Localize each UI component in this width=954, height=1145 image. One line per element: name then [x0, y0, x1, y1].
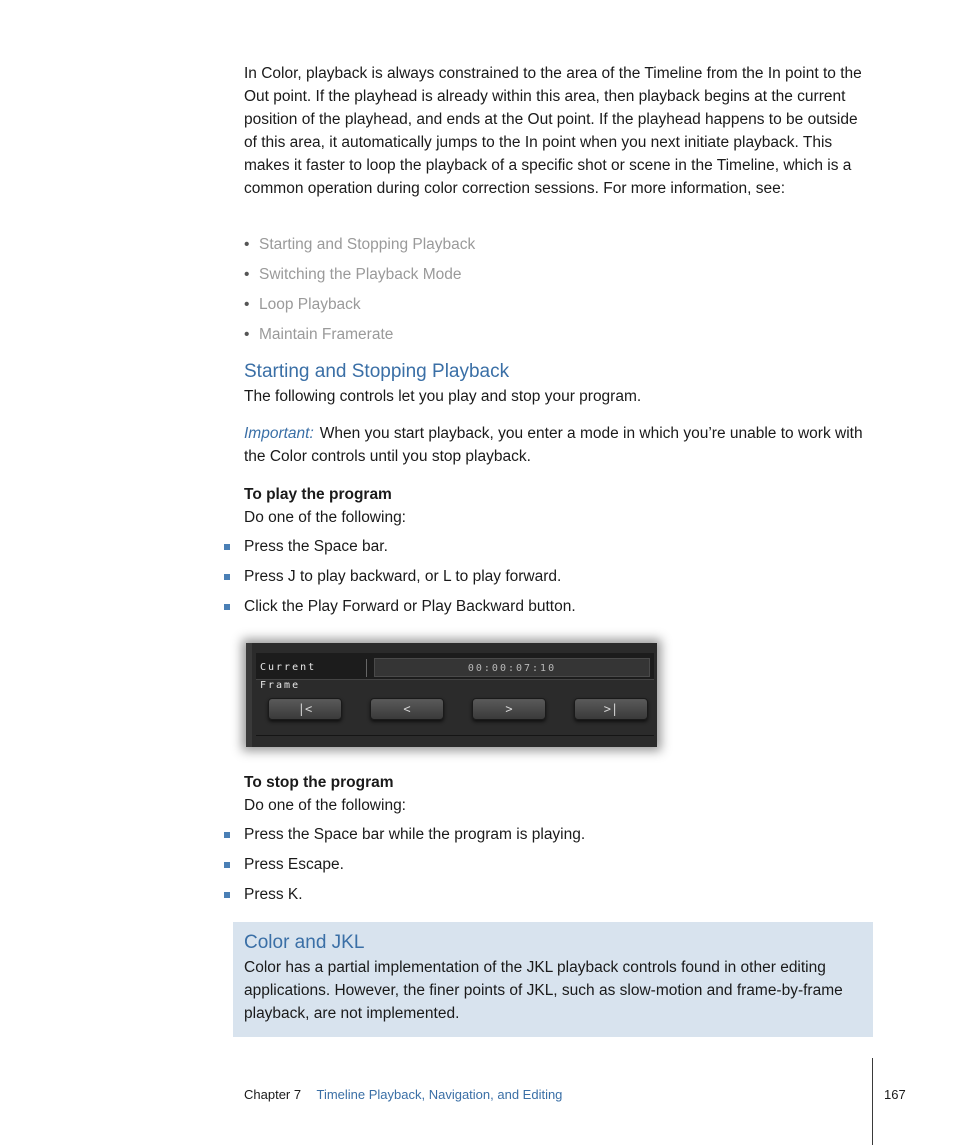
step-text: Click the Play Forward or Play Backward button.: [244, 598, 576, 615]
link-maintain-framerate[interactable]: [244, 320, 475, 350]
intro-paragraph: In Color, playback is always constrained to the area of the Timeline from the In point to the Out point. If the playhead is already within this area, then playback begins at the current position of the playhead, and ends at the Out point. If the playhead happens to be outside of this area, it automatically jumps to the In point when you next initiate playback. This makes it faster to loop the playback of a specific shot or scene in the Timeline, which is a common operation during color correction sessions. For more information, see:: [244, 65, 862, 197]
link-text: Maintain Framerate: [259, 326, 394, 343]
panel-divider: [256, 735, 654, 736]
link-loop-playback[interactable]: [244, 290, 475, 320]
list-item: [222, 820, 585, 850]
step-text: Press the Space bar while the program is playing.: [244, 826, 586, 843]
play-heading: To play the program: [244, 486, 392, 503]
step-text: Press K.: [244, 886, 303, 903]
section-heading: Starting and Stopping Playback: [244, 361, 510, 382]
stop-heading: To stop the program: [244, 774, 394, 791]
note-text: Color has a partial implementation of the JKL playback controls found in other editing applications. However, the finer points of JKL, such as slow-motion and frame-by-frame playback, are not implemented.: [244, 959, 843, 1022]
note-heading: Color and JKL: [244, 932, 365, 953]
list-item: [222, 562, 576, 592]
see-also-links: [244, 230, 475, 350]
timecode-field[interactable]: 00:00:07:10: [374, 658, 650, 677]
stop-steps: [222, 820, 585, 910]
jump-to-start-button[interactable]: |<: [268, 698, 342, 720]
square-bullet-icon: [224, 892, 230, 898]
important-label: Important:: [244, 425, 314, 442]
step-text: Press J to play backward, or L to play forward.: [244, 568, 562, 585]
footer-divider: [872, 1058, 873, 1145]
link-starting-stopping[interactable]: [244, 230, 475, 260]
important-text: When you start playback, you enter a mode in which you’re unable to work with the Color controls until you stop playback.: [244, 425, 863, 465]
play-forward-button[interactable]: >: [472, 698, 546, 720]
link-switching-mode[interactable]: [244, 260, 475, 290]
jump-to-end-button[interactable]: >|: [574, 698, 648, 720]
play-steps: [222, 532, 576, 622]
section-intro: The following controls let you play and stop your program.: [244, 388, 642, 405]
page-footer: [244, 1085, 562, 1105]
chapter-label: Chapter 7: [244, 1087, 302, 1102]
step-text: Press Escape.: [244, 856, 344, 873]
square-bullet-icon: [224, 604, 230, 610]
page-number: 167: [884, 1087, 906, 1102]
square-bullet-icon: [224, 544, 230, 550]
bullet-dot: •: [244, 266, 250, 283]
list-item: [222, 592, 576, 622]
play-backward-button[interactable]: <: [370, 698, 444, 720]
note-box: [233, 922, 873, 1037]
panel-edge: [246, 643, 252, 747]
square-bullet-icon: [224, 862, 230, 868]
chapter-title-link[interactable]: Timeline Playback, Navigation, and Editing: [316, 1087, 563, 1102]
bullet-dot: •: [244, 296, 250, 313]
important-note: [244, 422, 874, 468]
list-item: [222, 880, 585, 910]
square-bullet-icon: [224, 574, 230, 580]
square-bullet-icon: [224, 832, 230, 838]
playback-controls-figure: [246, 643, 657, 747]
bullet-dot: •: [244, 236, 250, 253]
bullet-dot: •: [244, 326, 250, 343]
list-item: [222, 850, 585, 880]
link-text: Loop Playback: [259, 296, 361, 313]
stop-lead: Do one of the following:: [244, 797, 406, 814]
link-text: Switching the Playback Mode: [259, 266, 462, 283]
play-lead: Do one of the following:: [244, 509, 406, 526]
step-text: Press the Space bar.: [244, 538, 388, 555]
current-frame-label: Current Frame: [260, 659, 367, 677]
list-item: [222, 532, 576, 562]
link-text: Starting and Stopping Playback: [259, 236, 476, 253]
